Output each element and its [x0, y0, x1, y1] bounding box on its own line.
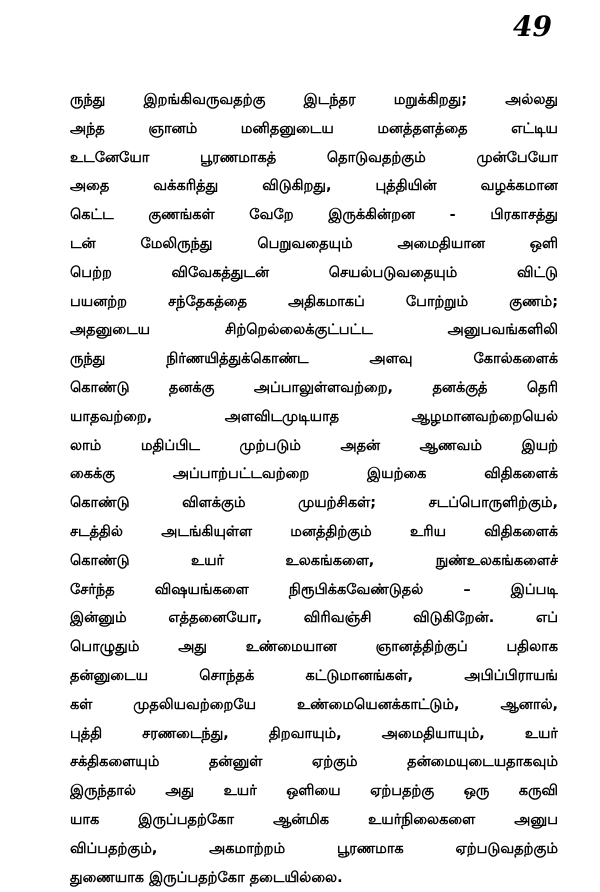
text-line: துணையாக இருப்பதற்கோ தடையில்லை.	[70, 869, 343, 886]
body-paragraph	[70, 86, 558, 892]
text-line: விப்பதற்கும், அகமாற்றம் பூரணமாக ஏற்படுவதற்கும்	[70, 840, 558, 857]
text-line: பெற்ற விவேகத்துடன் செயல்படுவதையும் விட்டு	[70, 264, 558, 281]
text-line: சேர்ந்த விஷயங்களை நிரூபிக்கவேண்டுதல் – இப்படி	[70, 581, 558, 598]
text-line: கள் முதலியவற்றையே உண்மையெனக்காட்டும், ஆனால்,	[70, 696, 558, 713]
text-line: அந்த ஞானம் மனிதனுடைய மனத்தளத்தை எட்டிய	[70, 120, 558, 137]
text-line: அதனுடைய சிற்றெல்லைக்குட்பட்ட அனுபவங்களிலி	[70, 322, 558, 339]
text-line: உடனேயோ பூரணமாகத் தொடுவதற்கும் முன்பேயோ	[70, 149, 558, 166]
text-line: கொண்டு விளக்கும் முயற்சிகள்; சடப்பொருளிற்கும்,	[70, 495, 558, 512]
text-line: ருந்து இறங்கிவருவதற்கு இடந்தர மறுக்கிறது; அல்லது	[70, 92, 558, 108]
text-line: சக்திகளையும் தன்னுள் ஏற்கும் தன்மையுடையதாகவும்	[70, 754, 558, 771]
text-line: கொண்டு உயர் உலகங்களை, நுண்உலகங்களைச்	[70, 552, 558, 569]
text-line: தன்னுடைய சொந்தக் கட்டுமானங்கள், அபிப்பிராயங்	[70, 667, 558, 684]
page-number: 49	[513, 10, 552, 43]
text-line: இருந்தால் அது உயர் ஒளியை ஏற்பதற்கு ஒரு கருவி	[70, 783, 558, 800]
text-line: லாம் மதிப்பிட முற்படும் அதன் ஆணவம் இயற்	[70, 437, 558, 454]
text-line: இன்னும் எத்தனையோ, விரிவஞ்சி விடுகிறேன். எப்	[70, 610, 558, 627]
text-line: யாதவற்றை, அளவிடமுடியாத ஆழமானவற்றையெல்	[70, 408, 558, 425]
text-line: அதை வக்கரித்து விடுகிறது, புத்தியின் வழக்கமான	[70, 178, 558, 195]
text-line: கெட்ட குணங்கள் வேறே இருக்கின்றன - பிரகாசத்து	[70, 207, 558, 224]
text-line: பொழுதும் அது உண்மையான ஞானத்திற்குப் பதிலாக	[70, 639, 558, 656]
text-line: யாக இருப்பதற்கோ ஆன்மிக உயர்நிலைகளை அனுப	[70, 811, 558, 828]
text-line: பயனற்ற சந்தேகத்தை அதிகமாகப் போற்றும் குணம்;	[70, 293, 558, 310]
text-line: ருந்து நிர்ணயித்துக்கொண்ட அளவு கோல்களைக்	[70, 351, 558, 368]
text-line: கைக்கு அப்பாற்பட்டவற்றை இயற்கை விதிகளைக்	[70, 466, 558, 483]
text-line: சடத்தில் அடங்கியுள்ள மனத்திற்கும் உரிய விதிகளைக்	[70, 523, 558, 540]
text-line: டன் மேலிருந்து பெறுவதையும் அமைதியான ஒளி	[70, 235, 558, 252]
text-line: கொண்டு தனக்கு அப்பாலுள்ளவற்றை, தனக்குத் தெரி	[70, 379, 558, 396]
text-line: புத்தி சரணடைந்து, திறவாயும், அமைதியாயும், உயர்	[70, 725, 558, 742]
